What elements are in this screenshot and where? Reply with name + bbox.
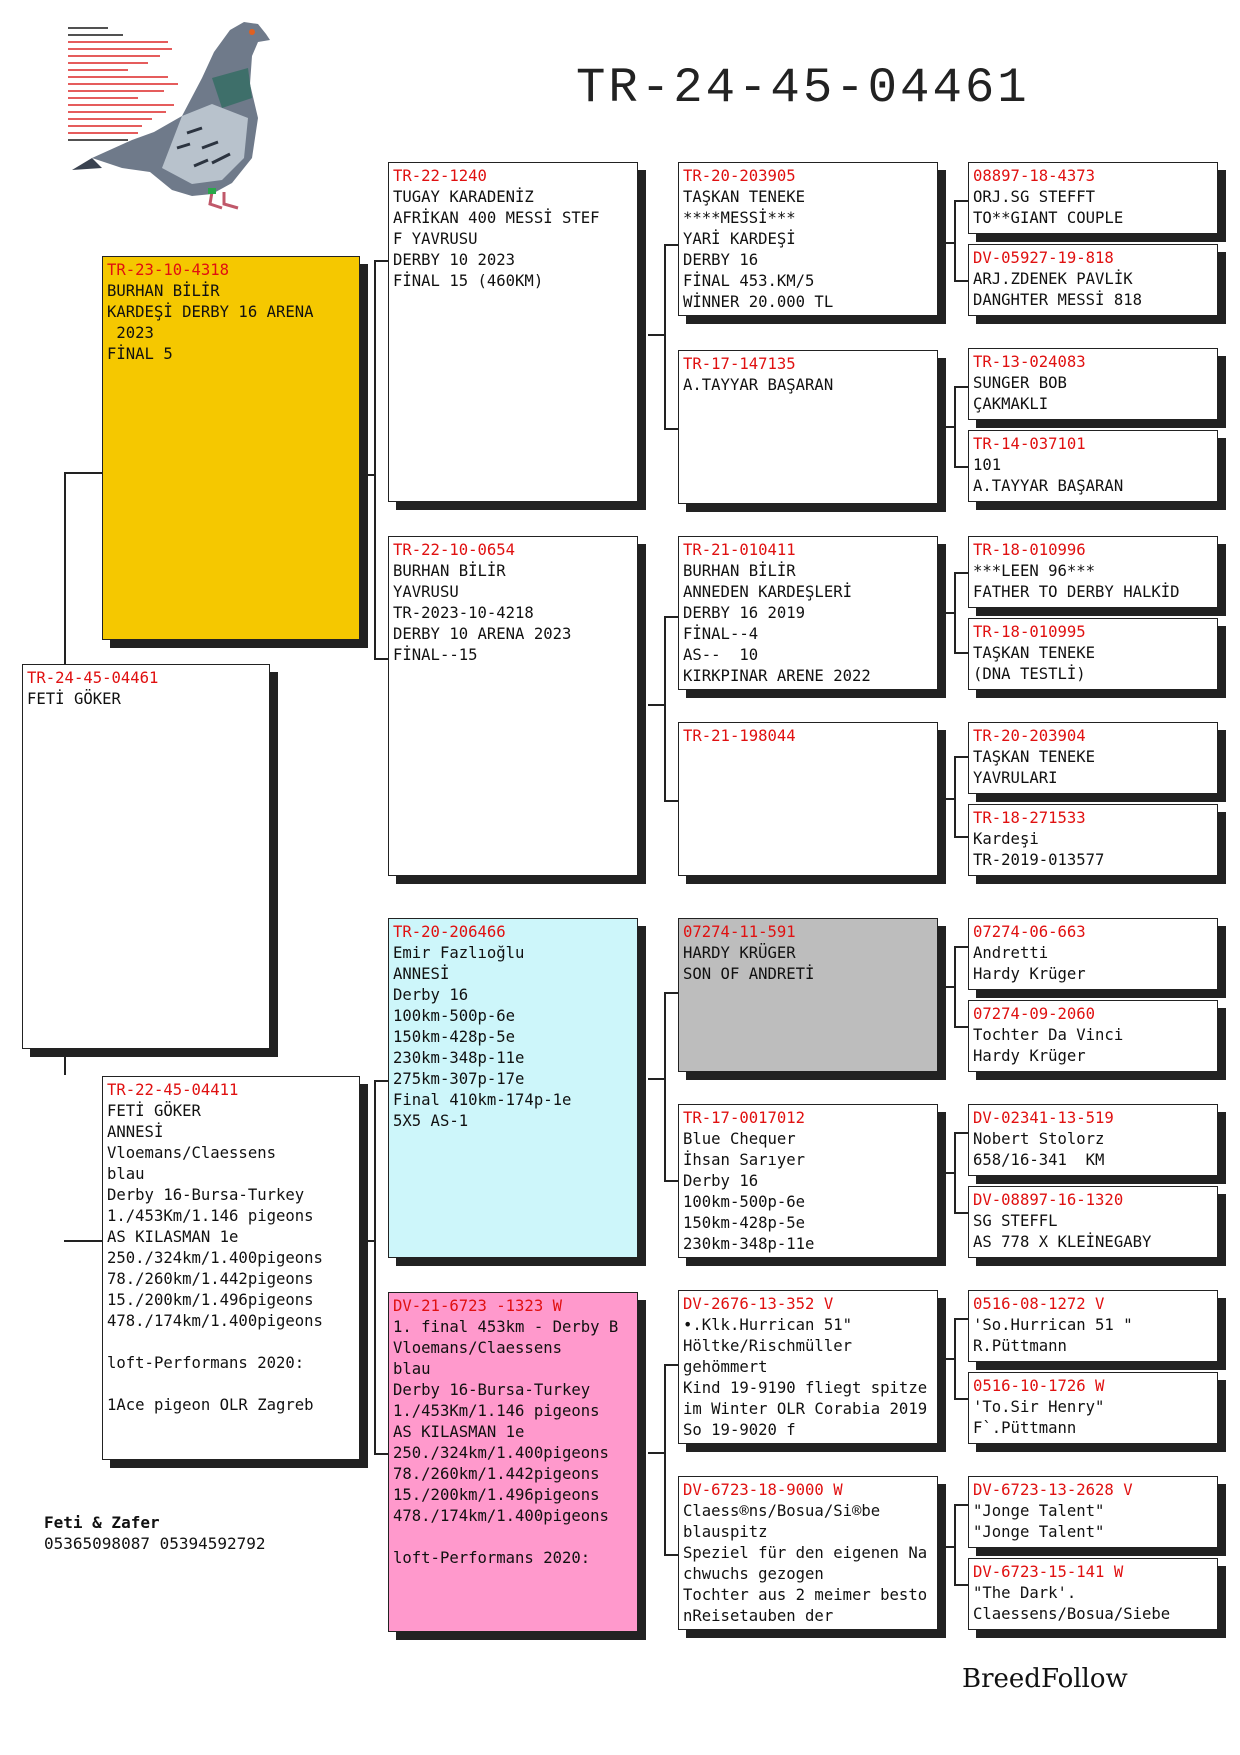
ring-number: TR-22-45-04411 — [107, 1081, 239, 1099]
card-details: ORJ.SG STEFFT TO**GIANT COUPLE — [973, 188, 1124, 227]
card-details: "The Dark'. Claessens/Bosua/Siebe — [973, 1584, 1171, 1623]
phone-numbers: 05365098087 05394592792 — [44, 1534, 266, 1553]
card-details: Kardeşi TR-2019-013577 — [973, 830, 1105, 869]
contact-info — [44, 1512, 266, 1554]
pigeon-card-g5-13[interactable] — [968, 1290, 1218, 1362]
card-details: SG STEFFL AS 778 X KLEİNEGABY — [973, 1212, 1152, 1251]
pigeon-card-g5-3[interactable] — [968, 348, 1218, 420]
ring-number: TR-22-1240 — [393, 167, 487, 185]
ring-number: DV-6723-15-141 W — [973, 1563, 1124, 1581]
ring-number: TR-23-10-4318 — [107, 261, 230, 279]
ring-number: 07274-06-663 — [973, 923, 1086, 941]
pigeon-icon — [62, 8, 312, 218]
ring-number: TR-24-45-04461 — [27, 669, 159, 687]
ring-number: TR-22-10-0654 — [393, 541, 516, 559]
card-details: •.Klk.Hurrican 51" Höltke/Rischmüller gehömmert Kind 19-9190 fliegt spitze im Winter OLR Corabia 2019 So 19-9020 f — [683, 1316, 928, 1439]
pigeon-card-dss[interactable] — [678, 918, 938, 1072]
breeder-name: Feti & Zafer — [44, 1513, 160, 1532]
card-details: Nobert Stolorz 658/16-341 KM — [973, 1130, 1105, 1169]
card-details: A.TAYYAR BAŞARAN — [683, 376, 834, 394]
card-details: TAŞKAN TENEKE YAVRULARI — [973, 748, 1096, 787]
pigeon-card-sdd[interactable] — [678, 722, 938, 876]
ring-number: DV-21-6723 -1323 W — [393, 1297, 562, 1315]
pigeon-card-dam[interactable] — [102, 1076, 360, 1460]
pigeon-card-dsd[interactable] — [678, 1104, 938, 1258]
ring-number: TR-18-010996 — [973, 541, 1086, 559]
ring-number: DV-02341-13-519 — [973, 1109, 1114, 1127]
card-details: Emir Fazlıoğlu ANNESİ Derby 16 100km-500p-6e 150km-428p-5e 230km-348p-11e 275km-307p-17e Final 410km-174p-1e 5X5 AS-1 — [393, 944, 572, 1130]
card-details: FETİ GÖKER ANNESİ Vloemans/Claessens blau Derby 16-Bursa-Turkey 1./453Km/1.146 pigeons AS KILASMAN 1e 250./324km/1.400pigeons 78./260km/1.442pigeons 15./200km/1.496pigeons 478./174km/1.400pigeons loft-Performans 2020: 1Ace pigeon OLR Zagreb — [107, 1102, 323, 1414]
pigeon-card-ss[interactable] — [388, 162, 638, 502]
card-details: 1. final 453km - Derby B Vloemans/Claessens blau Derby 16-Bursa-Turkey 1./453Km/1.146 pigeons AS KILASMAN 1e 250./324km/1.400pigeons 78./260km/1.442pigeons 15./200km/1.496pigeons 478./174km/1.400pigeons loft-Performans 2020: — [393, 1318, 619, 1567]
pigeon-card-g5-15[interactable] — [968, 1476, 1218, 1548]
card-details: TAŞKAN TENEKE (DNA TESTLİ) — [973, 644, 1096, 683]
card-details: TUGAY KARADENİZ AFRİKAN 400 MESSİ STEF F YAVRUSU DERBY 10 2023 FİNAL 15 (460KM) — [393, 188, 600, 290]
card-details: FETİ GÖKER — [27, 690, 121, 708]
ring-number: TR-14-037101 — [973, 435, 1086, 453]
pigeon-card-g5-14[interactable] — [968, 1372, 1218, 1444]
ring-number: TR-17-0017012 — [683, 1109, 806, 1127]
card-details: ***LEEN 96*** FATHER TO DERBY HALKİD — [973, 562, 1180, 601]
ring-number: TR-21-010411 — [683, 541, 796, 559]
pigeon-card-sd[interactable] — [388, 536, 638, 876]
pigeon-card-sss[interactable] — [678, 162, 938, 316]
pigeon-card-g5-4[interactable] — [968, 430, 1218, 502]
ring-number: DV-6723-13-2628 V — [973, 1481, 1133, 1499]
ring-number: 07274-11-591 — [683, 923, 796, 941]
ring-number: DV-2676-13-352 V — [683, 1295, 834, 1313]
ring-number: 0516-08-1272 V — [973, 1295, 1105, 1313]
pigeon-card-g5-9[interactable] — [968, 918, 1218, 990]
card-details: "Jonge Talent" "Jonge Talent" — [973, 1502, 1105, 1541]
ring-number: TR-13-024083 — [973, 353, 1086, 371]
pigeon-card-g5-11[interactable] — [968, 1104, 1218, 1176]
pigeon-card-g5-12[interactable] — [968, 1186, 1218, 1258]
pigeon-card-dds[interactable] — [678, 1290, 938, 1444]
card-details: Claess®ns/Bosua/Si®be blauspitz Speziel für den eigenen Nachwuchs gezogen Tochter aus 2 meimer bestonReisetauben der — [683, 1502, 928, 1625]
card-details: 101 A.TAYYAR BAŞARAN — [973, 456, 1124, 495]
ring-number: TR-20-203904 — [973, 727, 1086, 745]
ring-number: TR-18-010995 — [973, 623, 1086, 641]
ring-number: TR-20-206466 — [393, 923, 506, 941]
card-details: Blue Chequer İhsan Sarıyer Derby 16 100km-500p-6e 150km-428p-5e 230km-348p-11e — [683, 1130, 815, 1253]
ring-number: TR-21-198044 — [683, 727, 796, 745]
pigeon-card-g5-6[interactable] — [968, 618, 1218, 690]
ring-number: DV-08897-16-1320 — [973, 1191, 1124, 1209]
ring-number: 07274-09-2060 — [973, 1005, 1096, 1023]
card-details: BURHAN BİLİR ANNEDEN KARDEŞLERİ DERBY 16 2019 FİNAL--4 AS-- 10 KIRKPINAR ARENE 2022 — [683, 562, 871, 685]
page-title: TR-24-45-04461 — [576, 60, 1030, 116]
pigeon-card-subject[interactable] — [22, 664, 270, 1049]
ring-number: 08897-18-4373 — [973, 167, 1096, 185]
brand-logo: BreedFollow — [962, 1664, 1128, 1694]
pigeon-card-g5-10[interactable] — [968, 1000, 1218, 1072]
pigeon-card-g5-2[interactable] — [968, 244, 1218, 316]
card-details: TAŞKAN TENEKE ****MESSİ*** YARİ KARDEŞİ DERBY 16 FİNAL 453.KM/5 WİNNER 20.000 TL — [683, 188, 834, 311]
card-details: 'To.Sir Henry" F`.Püttmann — [973, 1398, 1105, 1437]
card-details: Andretti Hardy Krüger — [973, 944, 1086, 983]
ring-number: DV-6723-18-9000 W — [683, 1481, 843, 1499]
ring-number: TR-17-147135 — [683, 355, 796, 373]
pigeon-card-g5-5[interactable] — [968, 536, 1218, 608]
card-details: 'So.Hurrican 51 " R.Püttmann — [973, 1316, 1133, 1355]
card-details: SUNGER BOB ÇAKMAKLI — [973, 374, 1067, 413]
card-details: Tochter Da Vinci Hardy Krüger — [973, 1026, 1124, 1065]
pigeon-card-g5-8[interactable] — [968, 804, 1218, 876]
ring-number: DV-05927-19-818 — [973, 249, 1114, 267]
pigeon-card-ssd[interactable] — [678, 350, 938, 504]
pigeon-card-ddd[interactable] — [678, 1476, 938, 1630]
pigeon-photo — [62, 8, 312, 218]
card-details: BURHAN BİLİR KARDEŞİ DERBY 16 ARENA 2023 FİNAL 5 — [107, 282, 314, 363]
card-details: HARDY KRÜGER SON OF ANDRETİ — [683, 944, 815, 983]
card-details: BURHAN BİLİR YAVRUSU TR-2023-10-4218 DERBY 10 ARENA 2023 FİNAL--15 — [393, 562, 572, 664]
pigeon-card-g5-7[interactable] — [968, 722, 1218, 794]
pigeon-card-sds[interactable] — [678, 536, 938, 690]
ring-number: 0516-10-1726 W — [973, 1377, 1105, 1395]
pigeon-card-g5-1[interactable] — [968, 162, 1218, 234]
ring-number: TR-18-271533 — [973, 809, 1086, 827]
ring-number: TR-20-203905 — [683, 167, 796, 185]
card-details: ARJ.ZDENEK PAVLİK DANGHTER MESSİ 818 — [973, 270, 1142, 309]
pigeon-card-dd[interactable] — [388, 1292, 638, 1632]
pigeon-card-sire[interactable] — [102, 256, 360, 640]
pigeon-card-g5-16[interactable] — [968, 1558, 1218, 1630]
pigeon-card-ds[interactable] — [388, 918, 638, 1258]
